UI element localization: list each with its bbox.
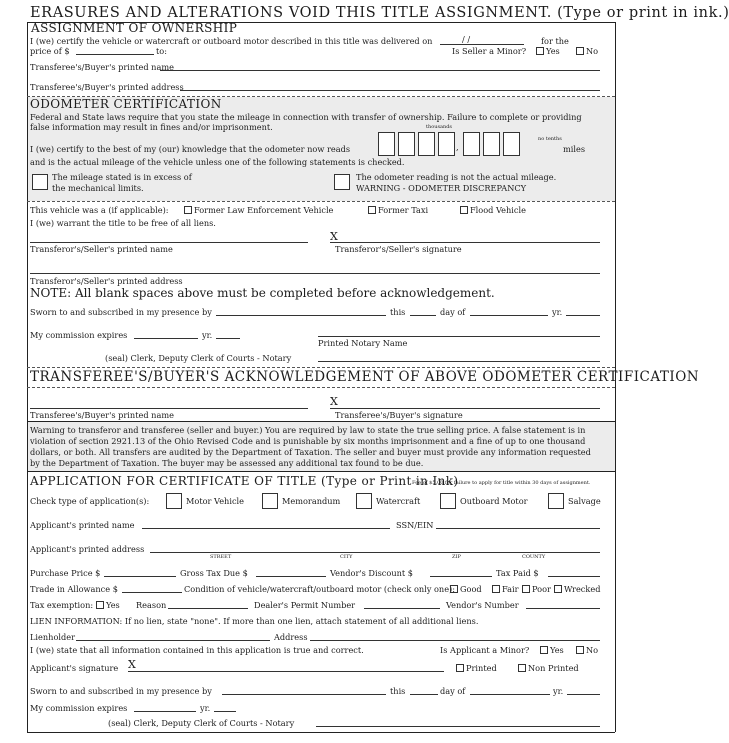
ssn-label: SSN/EIN (396, 520, 434, 530)
odometer-title: ODOMETER CERTIFICATION (30, 97, 222, 111)
warning-line-4: by the Department of Taxation. The buyer may be assessed any additional tax found to be due. (30, 458, 424, 468)
odometer-digit-4[interactable] (438, 132, 455, 156)
reason-field[interactable] (168, 608, 248, 609)
odometer-digit-1[interactable] (378, 132, 395, 156)
type-watercraft-label: Watercraft (376, 496, 421, 506)
notary2-signature-field[interactable] (316, 726, 600, 727)
type-salvage-checkbox[interactable] (548, 493, 564, 509)
lienholder-field[interactable] (76, 640, 270, 641)
odometer-bottom-dash (27, 201, 615, 202)
checkbox-icon (96, 601, 104, 609)
seller-signature-field[interactable] (330, 242, 600, 243)
type-motor-vehicle-label: Motor Vehicle (186, 496, 244, 506)
applicant-name-label: Applicant's printed name (30, 520, 135, 530)
checkbox-icon (184, 206, 192, 214)
vendor-number-field[interactable] (526, 608, 600, 609)
state-true-text: I (we) state that all information contained in this application is true and correct. (30, 645, 364, 655)
applicant-signature-label: Applicant's signature (30, 663, 119, 673)
notary1-seal-label: (seal) Clerk, Deputy Clerk of Courts - Notary (105, 353, 292, 363)
trade-in-field[interactable] (122, 592, 182, 593)
buyer-address-field[interactable] (180, 90, 600, 91)
checkbox-icon (536, 47, 544, 55)
not-actual-checkbox[interactable] (334, 174, 350, 190)
not-actual-text-2: WARNING - ODOMETER DISCREPANCY (356, 183, 527, 193)
price-field[interactable] (76, 54, 154, 55)
purchase-price-field[interactable] (104, 576, 176, 577)
seller-minor-yes[interactable]: Yes (536, 46, 560, 56)
vendor-discount-label: Vendor's Discount $ (330, 568, 413, 578)
dealer-permit-label: Dealer's Permit Number (254, 600, 356, 610)
odometer-certify-line: I (we) certify to the best of my (our) knowledge that the odometer now reads (30, 144, 351, 154)
warrant-text: I (we) warrant the title to be free of all liens. (30, 218, 216, 228)
excess-limits-text-2: the mechanical limits. (52, 183, 144, 193)
city-label: CITY (340, 554, 353, 560)
ack-title: TRANSFEREE'S/BUYER'S ACKNOWLEDGEMENT OF ABOVE ODOMETER CERTIFICATION (30, 369, 700, 385)
type-motor-vehicle-checkbox[interactable] (166, 493, 182, 509)
ack-x-mark: X (330, 395, 338, 408)
buyer-address-label: Transferee's/Buyer's printed address (30, 82, 184, 92)
seller-name-label: Transferor's/Seller's printed name (30, 244, 173, 254)
lienholder-label: Lienholder (30, 632, 75, 642)
condition-poor[interactable]: Poor (522, 584, 551, 594)
applicant-minor-yes[interactable]: Yes (540, 645, 564, 655)
notary2-year-field[interactable] (567, 694, 600, 695)
seller-address-label: Transferor's/Seller's printed address (30, 276, 183, 286)
type-outboard-motor-checkbox[interactable] (440, 493, 456, 509)
printed-notary-name-field[interactable] (318, 336, 600, 337)
buyer-name-label: Transferee's/Buyer's printed name (30, 62, 174, 72)
warning-line-2: violation of section 2921.13 of the Ohio Revised Code and is punishable by six months imprisonment and a fine of up to one thousand (30, 436, 586, 446)
vendor-number-label: Vendor's Number (446, 600, 519, 610)
checkbox-icon (576, 646, 584, 654)
notary2-month-field[interactable] (470, 694, 550, 695)
certify-delivered-text: I (we) certify the vehicle or watercraft or outboard motor described in this title was delivered on (30, 36, 433, 46)
warning-top-line (27, 421, 615, 422)
applicant-address-label: Applicant's printed address (30, 544, 145, 554)
notary2-sworn-by-field[interactable] (222, 694, 386, 695)
checkbox-icon (554, 585, 562, 593)
odometer-comma: , (456, 142, 459, 152)
assignment-title: ASSIGNMENT OF OWNERSHIP (31, 21, 238, 35)
reason-label: Reason (136, 600, 167, 610)
ack-buyer-name-label: Transferee's/Buyer's printed name (30, 410, 174, 420)
seller-address-field[interactable] (30, 273, 600, 274)
ack-buyer-name-field[interactable] (30, 408, 308, 409)
type-watercraft-checkbox[interactable] (356, 493, 372, 509)
dealer-permit-field[interactable] (364, 608, 440, 609)
odometer-digit-2[interactable] (398, 132, 415, 156)
note-text: NOTE: All blank spaces above must be completed before acknowledgement. (30, 286, 495, 300)
notary2-commission-year-field[interactable] (214, 711, 236, 712)
tax-paid-label: Tax Paid $ (496, 568, 539, 578)
notary2-day-of-label: day of (440, 686, 466, 696)
price-label: price of $ (30, 46, 70, 56)
type-memorandum-checkbox[interactable] (262, 493, 278, 509)
excess-limits-checkbox[interactable] (32, 174, 48, 190)
notary1-this-label: this (390, 307, 406, 317)
condition-wrecked[interactable]: Wrecked (554, 584, 600, 594)
application-title: APPLICATION FOR CERTIFICATE OF TITLE (Type or Print in Ink) (30, 474, 459, 488)
condition-good[interactable]: Good (450, 584, 482, 594)
ssn-field[interactable] (436, 528, 600, 529)
no-tenths-label: no tenths (538, 136, 562, 142)
delivery-date-field[interactable] (440, 44, 524, 45)
ack-buyer-signature-label: Transferee's/Buyer's signature (335, 410, 463, 420)
excess-limits-text-1: The mileage stated is in excess of (52, 172, 192, 182)
checkbox-icon (456, 664, 464, 672)
vehicle-was-a-label: This vehicle was a (if applicable): (30, 205, 169, 215)
ack-buyer-signature-field[interactable] (330, 408, 600, 409)
notary1-commission-year-field[interactable] (216, 338, 240, 339)
applicant-minor-no[interactable]: No (576, 645, 598, 655)
notary2-commission-label: My commission expires (30, 703, 128, 713)
notary1-yr-label: yr. (552, 307, 563, 317)
notary2-seal-label: (seal) Clerk, Deputy Clerk of Courts - Notary (108, 718, 295, 728)
notary2-sworn-label: Sworn to and subscribed in my presence by (30, 686, 212, 696)
warning-line-1: Warning to transferor and transferee (seller and buyer.) You are required by law to state the true selling price. A false statement is in (30, 425, 586, 435)
county-label: COUNTY (522, 554, 546, 560)
notary1-sworn-label: Sworn to and subscribed in my presence by (30, 307, 212, 317)
odometer-certify-line-2: and is the actual mileage of the vehicle unless one of the following statements is checked. (30, 157, 405, 167)
checkbox-icon (450, 585, 458, 593)
flood-vehicle-option[interactable]: Flood Vehicle (460, 205, 526, 215)
notary1-day-of-label: day of (440, 307, 466, 317)
ack-title-dash (27, 387, 615, 388)
miles-label: miles (563, 144, 586, 154)
printed-notary-name-label: Printed Notary Name (318, 338, 408, 348)
bottom-border (27, 732, 615, 733)
trade-in-label: Trade in Allowance $ (30, 584, 118, 594)
late-fee-note: Fee of $5.00 for failure to apply for title within 30 days of assignment. (412, 480, 591, 486)
seller-x-mark: X (330, 230, 338, 243)
gross-tax-label: Gross Tax Due $ (180, 568, 248, 578)
notary1-commission-label: My commission expires (30, 330, 128, 340)
for-the-text: for the (541, 36, 569, 46)
checkbox-icon (576, 47, 584, 55)
seller-signature-label: Transferor's/Seller's signature (335, 244, 462, 254)
notary1-sworn-by-field[interactable] (216, 315, 386, 316)
seller-name-field[interactable] (30, 242, 308, 243)
odometer-digit-6[interactable] (483, 132, 500, 156)
type-memorandum-label: Memorandum (282, 496, 341, 506)
gross-tax-field[interactable] (256, 576, 326, 577)
date-slashes: / / (462, 34, 471, 44)
seller-minor-no[interactable]: No (576, 46, 598, 56)
applicant-address-field[interactable] (150, 552, 600, 553)
warning-bottom-line (27, 471, 615, 472)
checkbox-icon (522, 585, 530, 593)
condition-label: Condition of vehicle/watercraft/outboard motor (check only one): (184, 584, 455, 594)
notary2-day-field[interactable] (410, 694, 438, 695)
seller-minor-question: Is Seller a Minor? (452, 46, 527, 56)
street-label: STREET (210, 554, 232, 560)
notary1-day-field[interactable] (410, 315, 436, 316)
checkbox-icon (460, 206, 468, 214)
purchase-price-label: Purchase Price $ (30, 568, 101, 578)
checkbox-icon (368, 206, 376, 214)
to-label: to: (156, 46, 167, 56)
signature-non-printed-option[interactable]: Non Printed (518, 663, 579, 673)
odometer-digit-7[interactable] (503, 132, 520, 156)
former-law-enforcement-option[interactable]: Former Law Enforcement Vehicle (184, 205, 333, 215)
odometer-law-line-2: false information may result in fines and/or imprisonment. (30, 122, 273, 132)
type-salvage-label: Salvage (568, 496, 601, 506)
signature-printed-option[interactable]: Printed (456, 663, 497, 673)
notary1-month-field[interactable] (470, 315, 548, 316)
vendor-discount-field[interactable] (430, 576, 492, 577)
tax-exemption-label: Tax exemption: (30, 600, 94, 610)
checkbox-icon (540, 646, 548, 654)
applicant-x-mark: X (128, 658, 136, 671)
applicant-minor-question: Is Applicant a Minor? (440, 645, 530, 655)
condition-fair[interactable]: Fair (492, 584, 519, 594)
not-actual-text-1: The odometer reading is not the actual mileage. (356, 172, 557, 182)
warning-line-3: dollars, or both. All transfers are audited by the Department of Taxation. The seller and buyer must provide any information requested (30, 447, 591, 457)
lien-info-text: LIEN INFORMATION: If no lien, state "none". If more than one lien, attach statement of all additional liens. (30, 616, 479, 626)
lien-address-label: Address (274, 632, 308, 642)
form-header: ERASURES AND ALTERATIONS VOID THIS TITLE ASSIGNMENT. (Type or print in ink.) (30, 5, 729, 21)
notary2-commission-field[interactable] (134, 711, 196, 712)
odometer-digit-3[interactable] (418, 132, 435, 156)
notary2-commission-yr: yr. (200, 703, 211, 713)
applicant-name-field[interactable] (142, 528, 390, 529)
check-type-label: Check type of application(s): (30, 496, 150, 506)
notary1-year-field[interactable] (566, 315, 600, 316)
former-taxi-option[interactable]: Former Taxi (368, 205, 428, 215)
tax-exemption-yes[interactable]: Yes (96, 600, 120, 610)
notary2-yr-label: yr. (553, 686, 564, 696)
checkbox-icon (492, 585, 500, 593)
odometer-digit-5[interactable] (463, 132, 480, 156)
tax-paid-field[interactable] (548, 576, 600, 577)
thousands-label: thousands (426, 124, 452, 130)
notary2-this-label: this (390, 686, 406, 696)
checkbox-icon (518, 664, 526, 672)
applicant-signature-field[interactable] (128, 671, 444, 672)
lien-address-field[interactable] (310, 640, 600, 641)
notary1-signature-field[interactable] (318, 361, 600, 362)
zip-label: ZIP (452, 554, 461, 560)
ack-top-dash (27, 367, 615, 368)
notary1-commission-yr: yr. (202, 330, 213, 340)
buyer-name-field[interactable] (160, 70, 600, 71)
type-outboard-motor-label: Outboard Motor (460, 496, 528, 506)
odometer-law-line-1: Federal and State laws require that you state the mileage in connection with transfer of ownership. Failure to complete or providing (30, 112, 582, 122)
notary1-commission-field[interactable] (134, 338, 198, 339)
